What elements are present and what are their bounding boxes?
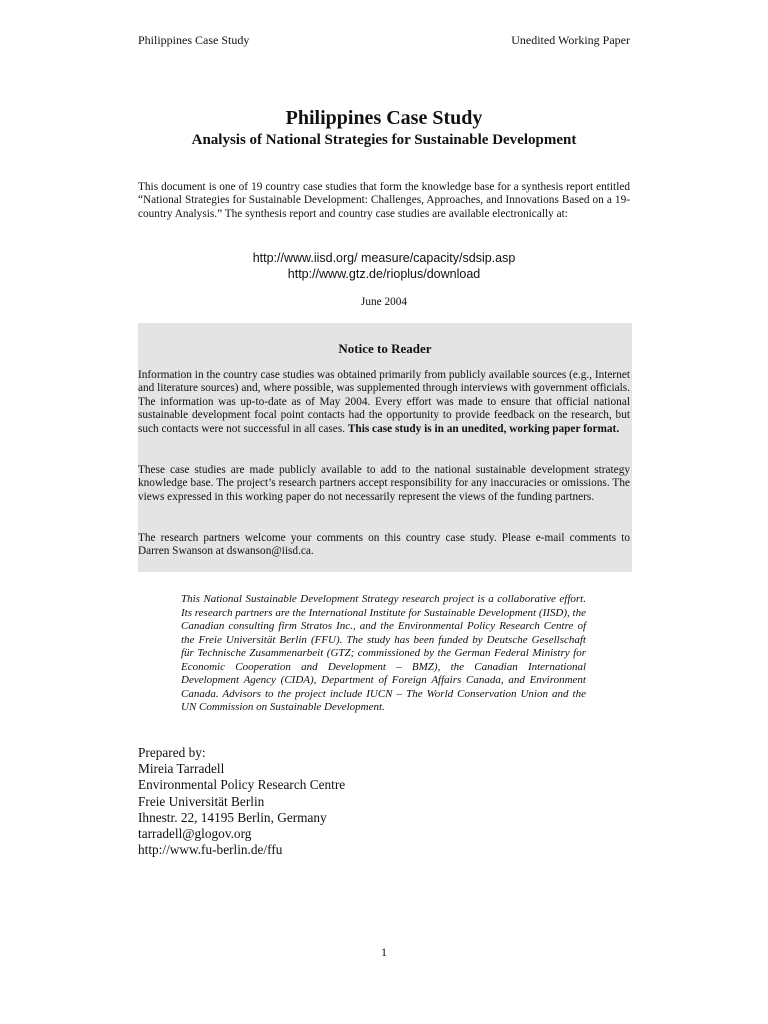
notice-paragraph-3: The research partners welcome your comments on this country case study. Please e-mail comments to Darren Swanson at dswanson@iisd.ca. — [138, 532, 630, 558]
url-gtz-link[interactable]: http://www.gtz.de/rioplus/download — [287, 266, 481, 281]
author-address: Ihnestr. 22, 14195 Berlin, Germany — [138, 809, 327, 825]
notice-p1-text: Information in the country case studies was obtained primarily from publicly available sources (e.g., Internet and literature sources) and, where possible, was supplemented through interviews with government officials. The information was up-to-date as of May 2004. Every effort was made to ensure that official national sustainable development focal point contacts had the opportunity to provide feedback on the research, but such contacts were not successful in all cases. — [138, 369, 630, 435]
publication-date: June 2004 — [360, 296, 408, 308]
intro-paragraph: This document is one of 19 country case studies that form the knowledge base for a synthesis report entitled “National Strategies for Sustainable Development: Challenges, Approaches, and Innovations Based on a 19-country Analysis.” The synthesis report and country case studies are available electronically at: — [138, 181, 630, 220]
document-subtitle: Analysis of National Strategies for Sustainable Development — [191, 132, 577, 148]
author-organization: Environmental Policy Research Centre — [138, 777, 346, 793]
notice-title: Notice to Reader — [338, 341, 432, 356]
project-credits: This National Sustainable Development Strategy research project is a collaborative effort. Its research partners are the International Institute for Sustainable Development (IISD), the Canadian consulting firm Stratos Inc., and the Environmental Policy Research Centre of the Freie Universität Berlin (FFU). The study has been funded by Deutsche Gesellschaft für Technische Zusammenarbeit (GTZ; commissioned by the German Federal Ministry for Economic Cooperation and Development – BMZ), the Canadian International Development Agency (CIDA), Department of Foreign Affairs Canada, and Environment Canada. Advisors to the project include IUCN – The World Conservation Union and the UN Commission on Sustainable Development. — [181, 593, 586, 713]
prepared-by-block — [138, 745, 538, 858]
author-university: Freie Universität Berlin — [138, 793, 265, 809]
author-email-link[interactable]: tarradell@glogov.org — [138, 826, 252, 842]
url-iisd-link[interactable]: http://www.iisd.org/ measure/capacity/sdsip.asp — [252, 251, 516, 265]
header-right-text: Unedited Working Paper — [511, 33, 630, 47]
author-name: Mireia Tarradell — [138, 761, 225, 777]
notice-paragraph-2: These case studies are made publicly available to add to the national sustainable development strategy knowledge base. The project’s research partners accept responsibility for any inaccuracies or omissions. The views expressed in this working paper do not necessarily represent the views of the funding partners. — [138, 464, 630, 503]
document-title: Philippines Case Study — [285, 107, 483, 129]
notice-p1-bold-text: This case study is in an unedited, working paper format. — [347, 422, 620, 435]
url-list — [0, 251, 768, 282]
header-left-text: Philippines Case Study — [138, 33, 250, 47]
prepared-by-label: Prepared by: — [138, 745, 206, 760]
notice-paragraph-1 — [138, 369, 630, 436]
page-number: 1 — [381, 945, 387, 959]
author-web-link[interactable]: http://www.fu-berlin.de/ffu — [138, 842, 283, 858]
